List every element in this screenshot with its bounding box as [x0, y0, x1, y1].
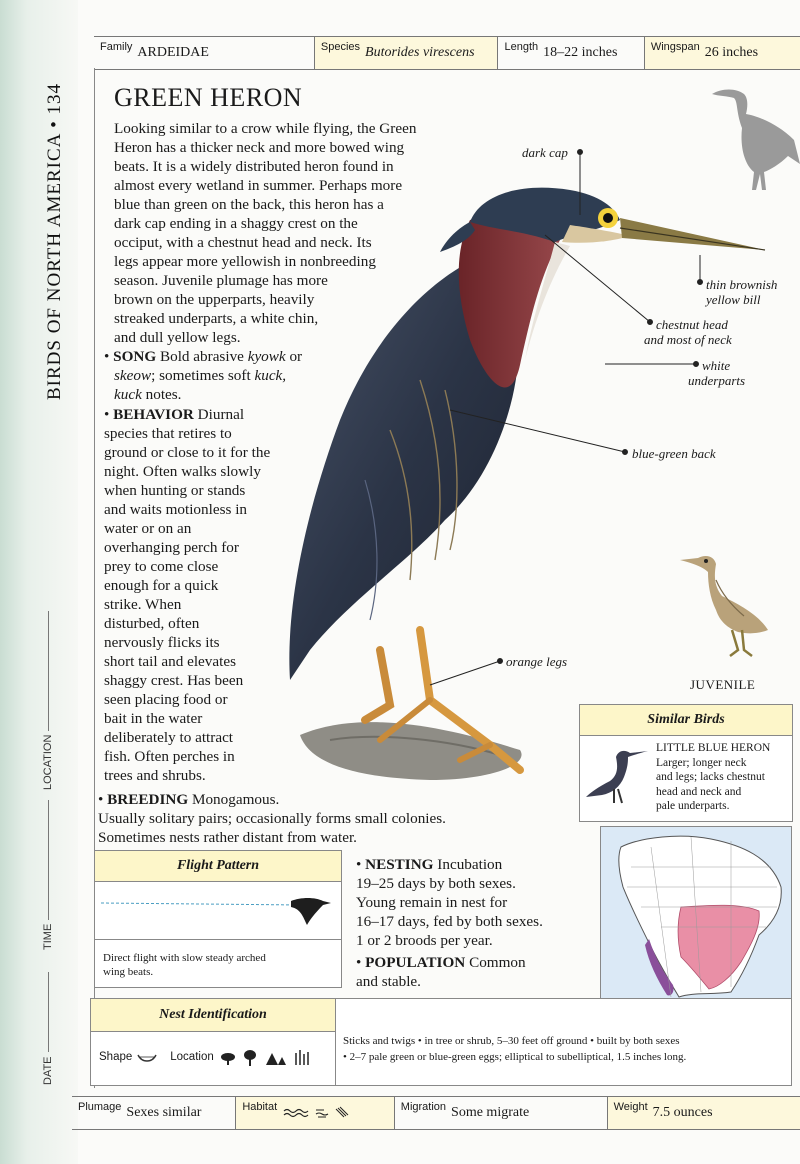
length-cell: Length 18–22 inches	[498, 37, 644, 69]
description-text: Looking similar to a crow while flying, the Green Heron has a thicker neck and more bowed wing beats. It is a widely distributed heron found in almost every wetland in summer. Perhaps more blue than green on the back, this heron has a dark cap ending in a shaggy crest on the occiput, with a chestnut head and neck. Its legs appear more yellowish in nonbreeding season. Juvenile plumage has more brown on the upperparts, heavily streaked underparts, a white chin, and dull yellow legs.	[114, 120, 417, 346]
flight-pattern-text: Direct flight with slow steady arched wing beats.	[103, 952, 266, 978]
callout-chestnut: chestnut head and most of neck	[644, 317, 732, 347]
nest-identification-heading: Nest Identification	[91, 999, 336, 1032]
weight-cell: Weight 7.5 ounces	[608, 1097, 800, 1129]
flight-pattern-box	[94, 850, 342, 988]
behavior-section: • BEHAVIOR Diurnal species that retires to ground or close to it for the night. Often walks slowly when hunting or stands and waits motionless in water or on an overhanging perch for prey to come close enough for a quick strike. When disturbed, often nervously flicks its short tail and elevates shaggy crest. Has been seen placing food or bait in the water deliberately to attract fish. Often perches in trees and shrubs.	[104, 406, 271, 784]
nest-location-icons	[220, 1047, 320, 1067]
juvenile-heron-illustration	[678, 550, 773, 662]
flight-path-icon	[101, 891, 333, 931]
breeding-section: • BREEDING Monogamous. Usually solitary pairs; occasionally forms small colonies. Sometimes nests rather distant from water.	[98, 791, 446, 846]
plumage-cell: Plumage Sexes similar	[72, 1097, 236, 1129]
habitat-cell: Habitat	[236, 1097, 394, 1129]
habitat-icons	[282, 1106, 352, 1120]
location-field: LOCATION	[42, 611, 54, 790]
juvenile-label: JUVENILE	[690, 677, 756, 692]
callout-dark-cap: dark cap	[522, 145, 568, 160]
nest-identification-text: Sticks and twigs • in tree or shrub, 5–30 feet off ground • built by both sexes • 2–7 pale green or blue-green eggs; elliptical to subelliptical, 1.5 inches long.	[343, 1035, 687, 1063]
callout-white: white underparts	[688, 358, 746, 388]
cup-nest-icon	[136, 1051, 158, 1063]
date-field: DATE	[42, 972, 54, 1085]
family-cell: Family ARDEIDAE	[94, 37, 315, 69]
species-footer	[72, 1096, 800, 1130]
little-blue-heron-illustration	[584, 745, 650, 805]
range-map	[600, 826, 792, 1004]
song-section: • SONG Bold abrasive kyowk or skeow; sometimes soft kuck, kuck notes.	[104, 348, 303, 403]
wingspan-cell: Wingspan 26 inches	[645, 37, 800, 69]
north-america-map-icon	[601, 827, 791, 1003]
callout-back: blue-green back	[632, 446, 716, 461]
nest-identification-box	[90, 998, 792, 1086]
nest-shape-location: Shape Location	[99, 1047, 320, 1067]
nesting-section: • NESTING Incubation 19–25 days by both sexes. Young remain in nest for 16–17 days, fed by both sexes. 1 or 2 broods per year.	[356, 856, 543, 949]
similar-birds-heading: Similar Birds	[580, 705, 792, 736]
book-running-title: BIRDS OF NORTH AMERICA • 134	[44, 83, 65, 400]
migration-cell: Migration Some migrate	[395, 1097, 608, 1129]
callout-legs: orange legs	[506, 654, 568, 669]
similar-birds-box	[579, 704, 793, 822]
time-field: TIME	[42, 800, 54, 950]
species-title: GREEN HERON	[114, 83, 303, 112]
species-cell: Species Butorides virescens	[315, 37, 499, 69]
population-section: • POPULATION Common and stable.	[356, 954, 526, 990]
similar-birds-text: LITTLE BLUE HERON Larger; longer neck and legs; lacks chestnut head and neck and pale underparts.	[656, 742, 771, 812]
callout-bill: thin brownish yellow bill	[706, 277, 778, 307]
flight-pattern-heading: Flight Pattern	[95, 851, 341, 882]
